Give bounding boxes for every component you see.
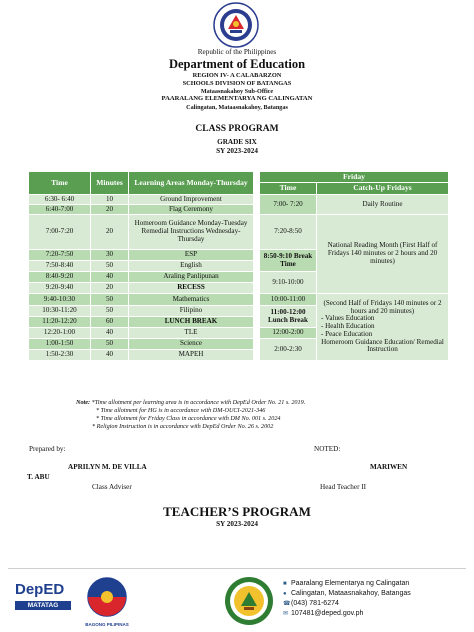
friday-lunch-cell: 11:00-12:00 Lunch Break [260, 306, 317, 328]
republic-line: Republic of the Philippines [197, 48, 277, 56]
footer-address: Calingatan, Mataasnakahoy, Batangas [291, 590, 411, 597]
area-cell: Filipino [129, 306, 254, 317]
time-cell: 1:00-1:50 [29, 339, 91, 350]
friday-time-cell: 9:10-10:00 [260, 272, 317, 294]
table-row [29, 195, 449, 205]
contact-address [283, 590, 411, 597]
deped-logo-text: DepED [15, 581, 65, 598]
note-line: * Time allotment for HG is in accordance with DM-OUCI-2021-346 [96, 407, 266, 414]
recess-cell: RECESS [129, 283, 254, 294]
friday-time-cell: 12:00-2:00 [260, 328, 317, 339]
school-name: PAARALANG ELEMENTARYA NG CALINGATAN [161, 95, 313, 102]
table-row [29, 294, 449, 306]
area-cell: Homeroom Guidance Monday-Tuesday Remedial Instructions Wednesday-Thursday [129, 215, 254, 250]
school-year: SY 2023-2024 [216, 147, 258, 155]
footer-email[interactable]: 107481@deped.gov.ph [291, 610, 364, 617]
time-cell: 8:40-9:20 [29, 272, 91, 283]
time-cell: 1:50-2:30 [29, 350, 91, 361]
head-name-part1: MARIWEN [370, 463, 408, 471]
area-cell: Science [129, 339, 254, 350]
time-cell: 9:40-10:30 [29, 294, 91, 306]
department-title: Department of Education [168, 57, 306, 71]
division-line: SCHOOLS DIVISION OF BATANGAS [182, 80, 292, 87]
phone-icon: ☎ [283, 601, 291, 607]
header-learning-areas: Learning Areas Monday-Thursday [129, 172, 254, 195]
header-friday: Friday [260, 172, 449, 183]
footer-phone: (043) 781-6274 [291, 600, 339, 607]
grade-label: GRADE SIX [217, 138, 257, 146]
time-cell: 7:00-7:20 [29, 215, 91, 250]
friday-time-cell: 7:00- 7:20 [260, 195, 317, 215]
area-cell: TLE [129, 328, 254, 339]
friday-time-cell: 10:00-11:00 [260, 294, 317, 306]
teachers-program-sy: SY 2023-2024 [216, 520, 258, 528]
teachers-program-title: TEACHER’S PROGRAM [163, 504, 311, 519]
email-icon: ✉ [283, 611, 289, 617]
header-time: Time [29, 172, 91, 195]
area-cell: Flag Ceremony [129, 205, 254, 215]
note-line [76, 400, 305, 406]
header-catch-up: Catch-Up Fridays [317, 183, 449, 195]
class-program-table [28, 171, 449, 361]
school-seal-icon [224, 576, 274, 626]
note-text: *Time allotment per learning area is in accordance with DepEd Order No. 21 s. 2019. [91, 399, 306, 406]
header-minutes: Minutes [91, 172, 129, 195]
friday-time-cell: 7:20-8:50 [260, 215, 317, 250]
footer-divider [8, 568, 466, 569]
bagong-pilipinas-emblem [78, 576, 136, 618]
bagong-pilipinas-label: BAGONG PILIPINAS [85, 622, 129, 627]
contact-phone [283, 600, 339, 607]
area-cell: ESP [129, 250, 254, 261]
second-half-item: - Peace Education [321, 329, 373, 338]
minutes-cell: 50 [91, 339, 129, 350]
minutes-cell: 40 [91, 350, 129, 361]
minutes-cell: 50 [91, 306, 129, 317]
time-cell: 10:30-11:20 [29, 306, 91, 317]
adviser-name: APRILYN M. DE VILLA [68, 463, 147, 471]
second-half-item: - Values Education [321, 314, 375, 323]
deped-matatag-logo [15, 582, 75, 620]
minutes-cell: 30 [91, 250, 129, 261]
second-half-last: Homeroom Guidance Education/ Remedial Instruction [321, 337, 444, 354]
minutes-cell: 20 [91, 283, 129, 294]
time-cell: 11:20-12:20 [29, 317, 91, 328]
minutes-cell: 20 [91, 215, 129, 250]
prepared-by-label: Prepared by: [29, 445, 66, 453]
area-cell: MAPEH [129, 350, 254, 361]
minutes-cell: 50 [91, 261, 129, 272]
friday-time-cell: 2:00-2:30 [260, 339, 317, 361]
note-line: * Religion Instruction is in accordance with DepEd Order No. 26 s. 2002 [92, 423, 274, 430]
class-program-title: CLASS PROGRAM [195, 124, 279, 134]
area-cell: Araling Panlipunan [129, 272, 254, 283]
minutes-cell: 60 [91, 317, 129, 328]
noted-label: NOTED: [314, 445, 341, 453]
time-cell: 6:30- 6:40 [29, 195, 91, 205]
friday-second-half-cell [317, 294, 449, 361]
note-line: * Time allotment for Friday Class in accordance with DM No. 001 s. 2024 [96, 415, 281, 422]
area-cell: Ground Improvement [129, 195, 254, 205]
time-cell: 12:20-1:00 [29, 328, 91, 339]
footer-school-name: Paaralang Elementarya ng Calingatan [291, 580, 410, 587]
friday-activity-cell: National Reading Month (First Half of Fridays 140 minutes or 2 hours and 20 minutes) [317, 215, 449, 294]
minutes-cell: 50 [91, 294, 129, 306]
adviser-title: Class Adviser [92, 483, 132, 491]
head-title: Head Teacher II [320, 483, 367, 491]
second-half-item: - Health Education [321, 322, 375, 331]
minutes-cell: 40 [91, 328, 129, 339]
head-name-part2: T. ABU [27, 473, 50, 481]
header-friday-time: Time [260, 183, 317, 195]
minutes-cell: 20 [91, 205, 129, 215]
school-icon: ■ [283, 581, 287, 587]
second-half-intro: (Second Half of Fridays 140 minutes or 2 hours and 20 minutes) [323, 298, 442, 315]
minutes-cell: 40 [91, 272, 129, 283]
area-cell: Mathematics [129, 294, 254, 306]
friday-activity-cell: Daily Routine [317, 195, 449, 215]
suboffice-line: Mataasnakahoy Sub-Office [200, 88, 274, 95]
area-cell: English [129, 261, 254, 272]
contact-school [283, 580, 409, 587]
location-icon: ● [283, 591, 287, 597]
lunch-break-cell: LUNCH BREAK [129, 317, 254, 328]
matatag-label: MATATAG [15, 601, 71, 610]
time-cell: 6:40-7:00 [29, 205, 91, 215]
note-label: Note: [76, 399, 91, 406]
bagong-pilipinas-logo [78, 576, 136, 626]
time-cell: 7:50-8:40 [29, 261, 91, 272]
table-row [29, 215, 449, 250]
deped-seal-icon [213, 2, 259, 48]
contact-email[interactable] [283, 610, 363, 617]
region-line: REGION IV- A CALABARZON [192, 72, 282, 79]
time-cell: 9:20-9:40 [29, 283, 91, 294]
friday-break-cell: 8:50-9:10 Break Time [260, 250, 317, 272]
time-cell: 7:20-7:50 [29, 250, 91, 261]
school-address: Calingatan, Mataasnakahoy, Batangas [186, 104, 288, 111]
minutes-cell: 10 [91, 195, 129, 205]
